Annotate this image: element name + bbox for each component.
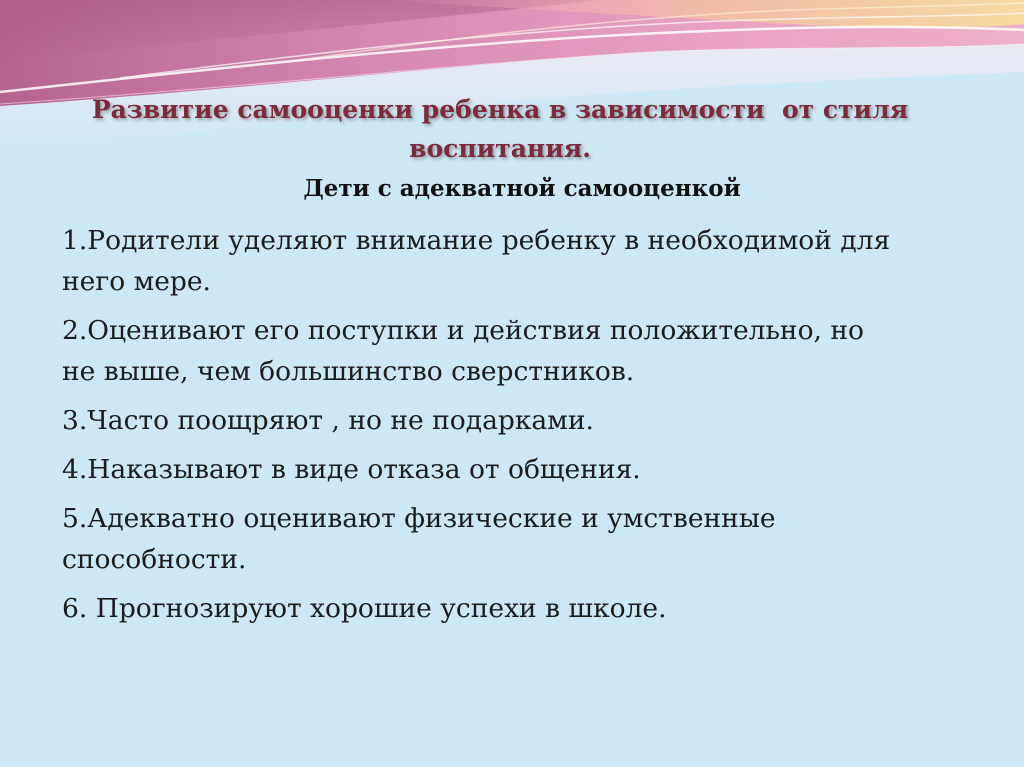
list-item: [62, 588, 1002, 629]
list-item-line: 1.Родители уделяют внимание ребенку в необходимой для: [62, 225, 891, 256]
list-item-line: 4.Наказывают в виде отказа от общения.: [62, 454, 641, 485]
list-item: [62, 449, 1002, 490]
list-item-line: не выше, чем большинство сверстников.: [62, 356, 635, 387]
slide-title: Развитие самооценки ребенка в зависимости от стиля воспитания.: [91, 95, 917, 163]
list-item-line: него мере.: [62, 266, 211, 297]
list-item: [62, 310, 1002, 392]
numbered-list: [62, 220, 1002, 637]
list-item-line: способности.: [62, 544, 247, 575]
list-item: [62, 498, 1002, 580]
list-item: [62, 220, 1002, 302]
list-item-line: 2.Оценивают его поступки и действия положительно, но: [62, 315, 865, 346]
slide-subtitle: Дети с адекватной самооценкой: [303, 175, 741, 202]
list-item-line: 3.Часто поощряют , но не подарками.: [62, 405, 594, 436]
list-item-line: 5.Адекватно оценивают физические и умственные: [62, 503, 776, 534]
list-item: [62, 400, 1002, 441]
list-item-line: 6. Прогнозируют хорошие успехи в школе.: [62, 593, 667, 624]
